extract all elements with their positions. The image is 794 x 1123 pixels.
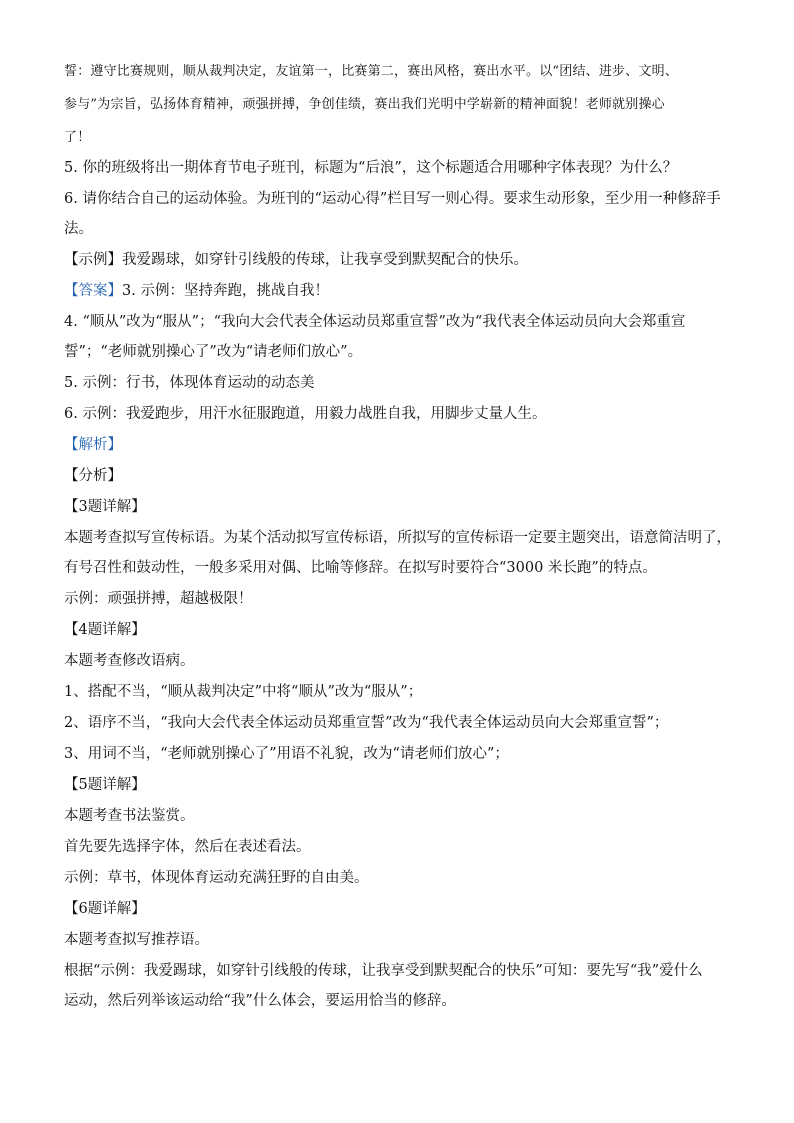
detail-4-line-1: 本题考查修改语病。 xyxy=(64,653,195,669)
detail-6-line-1: 本题考查拟写推荐语。 xyxy=(64,932,209,948)
detail-3-heading: 【3题详解】 xyxy=(64,499,146,515)
detail-5-example: 示例：草书，体现体育运动充满狂野的自由美。 xyxy=(64,870,369,886)
analysis-tag: 【解析】 xyxy=(64,437,122,453)
answer-4-line-2: 誓”；“老师就别操心了”改为“请老师们放心”。 xyxy=(64,344,363,360)
detail-4-heading: 【4题详解】 xyxy=(64,622,146,638)
detail-6-line-2: 根据“示例：我爱踢球，如穿针引线般的传球，让我享受到默契配合的快乐”可知：要先写“我”爱什么 xyxy=(64,963,703,979)
question-6-line-2: 法。 xyxy=(64,221,93,237)
answer-6: 6. 示例：我爱跑步，用汗水征服跑道，用毅力战胜自我，用脚步丈量人生。 xyxy=(64,406,547,422)
detail-3-line-1: 本题考查拟写宣传标语。为某个活动拟写宣传标语，所拟写的宣传标语一定要主题突出，语意简洁明了， xyxy=(64,530,731,546)
answer-5: 5. 示例：行书，体现体育运动的动态美 xyxy=(64,375,315,391)
detail-5-heading: 【5题详解】 xyxy=(64,777,146,793)
detail-3-line-2: 有号召性和鼓动性，一般多采用对偶、比喻等修辞。在拟写时要符合“3000 米长跑”的特点。 xyxy=(64,560,657,576)
fenxi-tag: 【分析】 xyxy=(64,468,122,484)
detail-4-line-3: 2、语序不当，“我向大会代表全体运动员郑重宣誓”改为“我代表全体运动员向大会郑重宣誓”； xyxy=(64,715,669,731)
detail-3-example: 示例：顽强拼搏，超越极限！ xyxy=(64,591,253,607)
answer-tag: 【答案】 xyxy=(64,283,122,299)
detail-4-line-4: 3、用词不当，“老师就别操心了”用语不礼貌，改为“请老师们放心”； xyxy=(64,746,509,762)
answer-3-line xyxy=(64,281,730,301)
example-paragraph xyxy=(64,250,730,270)
answer-4-line-1: 4. “顺从”改为“服从”；“我向大会代表全体运动员郑重宣誓”改为“我代表全体运动员向大会郑重宣 xyxy=(64,314,686,330)
detail-5-line-1: 本题考查书法鉴赏。 xyxy=(64,808,195,824)
example-tag: 【示例】 xyxy=(64,252,122,268)
question-5: 5. 你的班级将出一期体育节电子班刊，标题为“后浪”，这个标题适合用哪种字体表现？为什么？ xyxy=(64,160,678,176)
detail-6-line-3: 运动，然后列举该运动给“我”什么体会，要运用恰当的修辞。 xyxy=(64,993,456,1009)
question-6-line-1: 6. 请你结合自己的运动体验。为班刊的“运动心得”栏目写一则心得。要求生动形象，至少用一种修辞手 xyxy=(64,191,721,207)
example-text: 我爱踢球，如穿针引线般的传球，让我享受到默契配合的快乐。 xyxy=(122,252,528,268)
detail-5-line-2: 首先要先选择字体，然后在表述看法。 xyxy=(64,839,311,855)
handwritten-line-1: 誓：遵守比赛规则，顺从裁判决定，友谊第一，比赛第二，赛出风格，赛出水平。以“团结、进步、文明、 xyxy=(64,64,679,79)
answer-3: 3. 示例：坚持奔跑，挑战自我！ xyxy=(122,283,329,299)
detail-6-heading: 【6题详解】 xyxy=(64,901,146,917)
detail-4-line-2: 1、搭配不当，“顺从裁判决定”中将“顺从”改为“服从”； xyxy=(64,684,423,700)
handwritten-line-3: 了！ xyxy=(64,130,91,145)
handwritten-line-2: 参与”为宗旨，弘扬体育精神，顽强拼搏，争创佳绩，赛出我们光明中学崭新的精神面貌！老师就别操心 xyxy=(64,97,665,112)
